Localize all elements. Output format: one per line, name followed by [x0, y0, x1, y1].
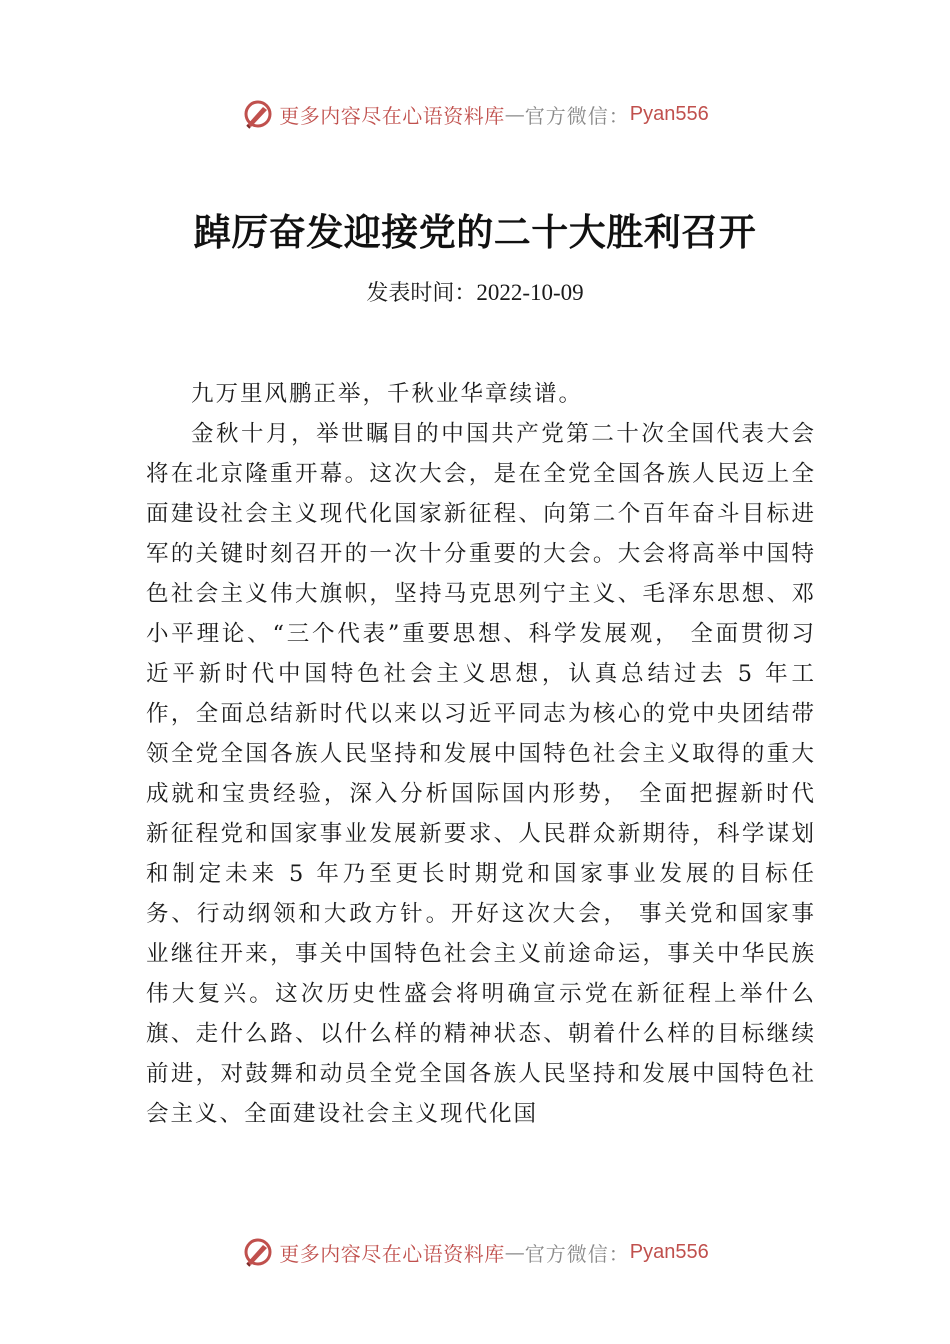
banner-dash: —: [504, 1240, 525, 1264]
footer-banner: [0, 1232, 950, 1272]
pen-logo-icon: [241, 97, 275, 131]
header-banner: [0, 94, 950, 134]
publish-date: [0, 276, 950, 307]
banner-wechat-label: 官方微信：: [524, 1241, 630, 1266]
pen-logo-icon: [241, 1235, 275, 1269]
article-paragraph: 九万里风鹏正举，千秋业华章续谱。: [191, 381, 584, 407]
banner-wechat-id: Pyan556: [629, 1240, 709, 1263]
banner-main-text: 更多内容尽在心语资料库: [279, 103, 505, 128]
article-title: 踔厉奋发迎接党的二十大胜利召开: [193, 210, 757, 254]
publish-date-value: 2022-10-09: [476, 280, 584, 305]
banner-dash: —: [504, 102, 525, 126]
publish-date-label: 发表时间：: [366, 281, 477, 306]
banner-wechat-label: 官方微信：: [524, 103, 630, 128]
banner-wechat-id: Pyan556: [629, 102, 709, 125]
article-paragraph: 金秋十月，举世瞩目的中国共产党第二十次全国代表大会将在北京隆重开幕。这次大会，是在全党全国各族人民迈上全面建设社会主义现代化国家新征程、向第二个百年奋斗目标进军的关键时刻召开的一次十分重要的大会。大会将高举中国特色社会主义伟大旗帜，坚持马克思列宁主义、毛泽东思想、邓小平理论、“三个代表”重要思想、科学发展观， 全面贯彻习近平新时代中国特色社会主义思想，认真总结过去 5 年工作，全面总结新时代以来以习近平同志为核心的党中央团结带领全党全国各族人民坚持和发展中国特色社会主义取得的重大成就和宝贵经验，深入分析国际国内形势， 全面把握新时代新征程党和国家事业发展新要求、人民群众新期待，科学谋划和制定未来 5 年乃至更长时期党和国家事业发展的目标任务、行动纲领和大政方针。开好这次大会， 事关党和国家事业继往开来，事关中国特色社会主义前途命运，事关中华民族伟大复兴。这次历史性盛会将明确宣示党在新征程上举什么旗、走什么路、以什么样的精神状态、朝着什么样的目标继续前进，对鼓舞和动员全党全国各族人民坚持和发展中国特色社会主义、全面建设社会主义现代化国: [146, 421, 816, 1127]
article-body: [146, 374, 816, 1134]
banner-main-text: 更多内容尽在心语资料库: [279, 1241, 505, 1266]
